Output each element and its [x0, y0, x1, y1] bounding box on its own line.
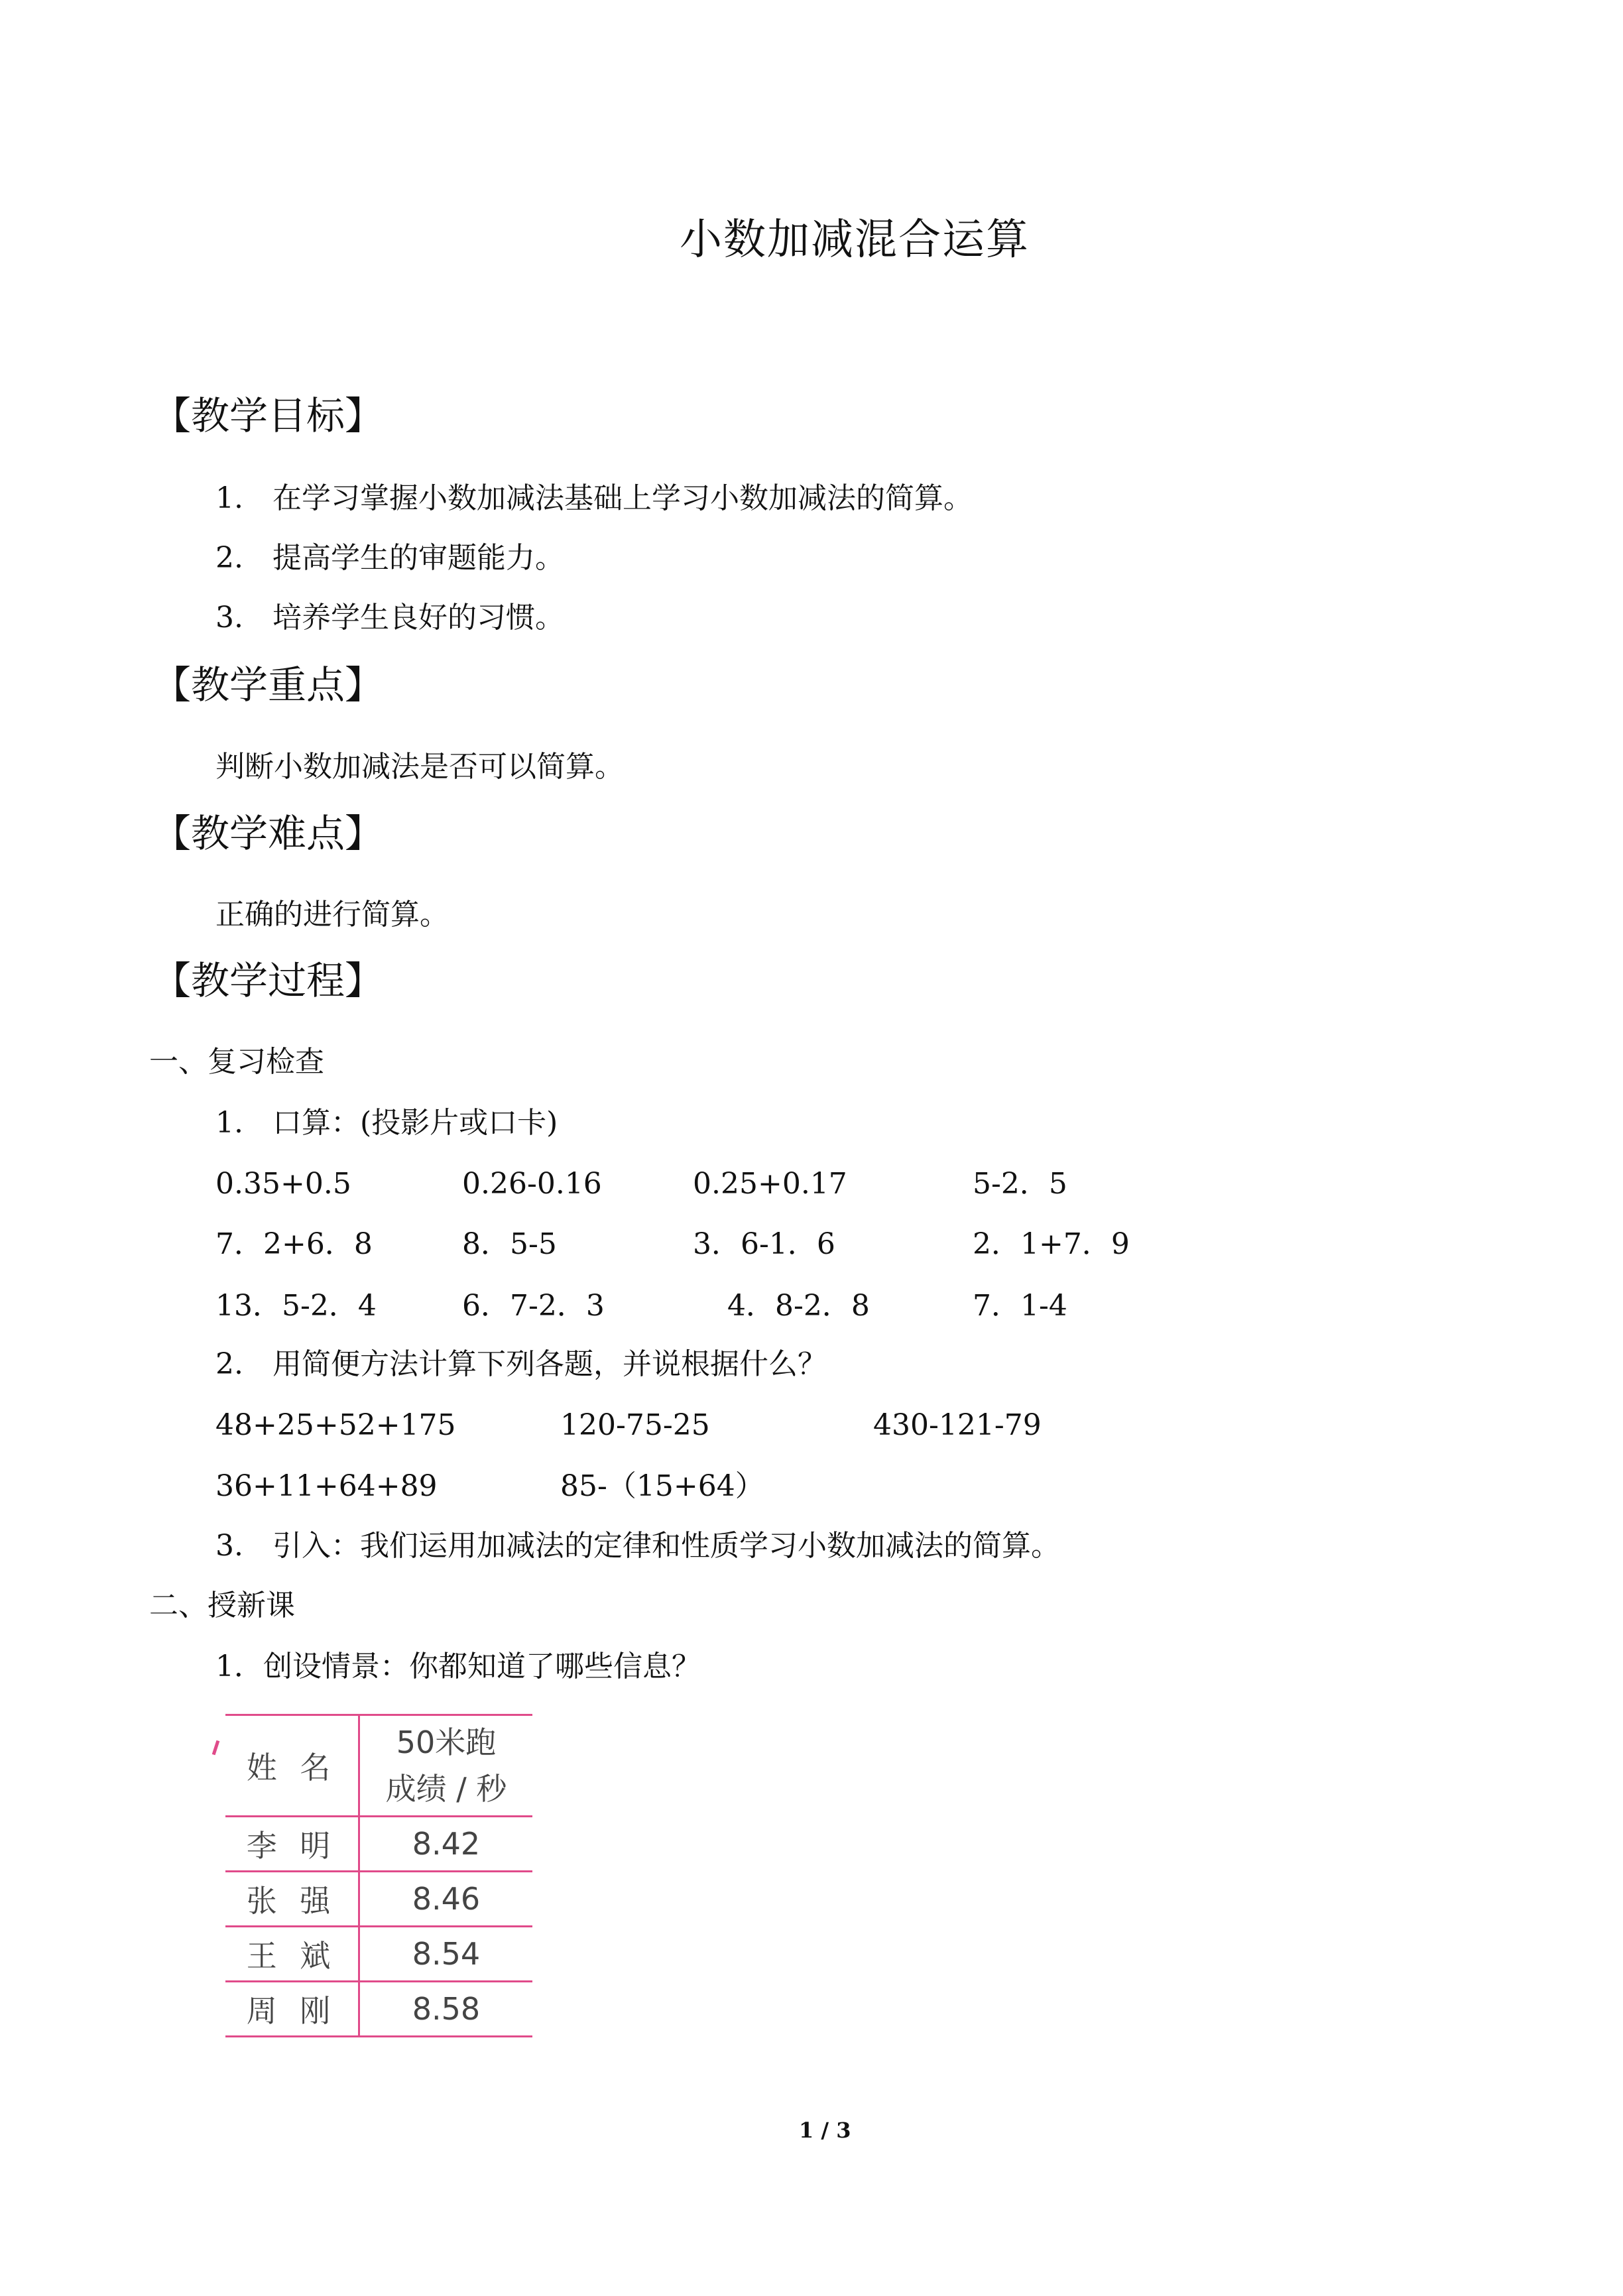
new-lesson-item-1: 1．创设情景：你都知道了哪些信息？ [215, 1650, 701, 1683]
review-item-2: 2. 用简便方法计算下列各题，并说根据什么？ [215, 1347, 827, 1381]
objective-item-1: 1. 在学习掌握小数加减法基础上学习小数加减法的简算。 [215, 481, 973, 515]
student-score: 8.54 [412, 1936, 481, 1972]
table-row [225, 1817, 532, 1872]
simplify-expression: 85-（15+64） [560, 1469, 764, 1503]
student-name: 王 斌 [225, 1927, 359, 1982]
table-header-row [225, 1715, 532, 1817]
simplify-expression: 430-121-79 [873, 1408, 1042, 1442]
mental-math-expression: 3．6-1．6 [693, 1227, 835, 1261]
document-title: 小数加减混合运算 [680, 215, 1030, 265]
score-header-line-1: 50米跑 [396, 1724, 497, 1760]
mental-math-expression: 7．2+6．8 [215, 1227, 373, 1261]
new-lesson-heading: 二、授新课 [149, 1589, 295, 1622]
student-name: 周 刚 [225, 1982, 359, 2037]
mental-math-expression: 4．8-2．8 [727, 1289, 870, 1323]
student-score: 8.46 [412, 1881, 481, 1917]
mental-math-expression: 6．7-2．3 [462, 1289, 605, 1323]
difficulties-heading: 【教学难点】 [152, 811, 384, 856]
objective-item-3: 3. 培养学生良好的习惯。 [215, 601, 564, 634]
mental-math-expression: 0.35+0.5 [215, 1167, 351, 1201]
mental-math-expression: 8．5-5 [462, 1227, 557, 1261]
name-column-header: 姓 名 [225, 1715, 359, 1817]
mental-math-expression: 13．5-2．4 [215, 1289, 377, 1323]
mental-math-expression: 0.25+0.17 [693, 1167, 847, 1201]
score-header-line-2: 成绩 / 秒 [385, 1771, 507, 1807]
process-heading: 【教学过程】 [152, 958, 384, 1003]
review-item-3: 3. 引入：我们运用加减法的定律和性质学习小数加减法的简算。 [215, 1529, 1060, 1563]
key-points-text: 判断小数加减法是否可以简算。 [215, 750, 624, 784]
student-score: 8.42 [412, 1826, 481, 1862]
mental-math-expression: 2．1+7．9 [973, 1227, 1130, 1261]
table-corner-mark [212, 1740, 220, 1755]
table-row [225, 1982, 532, 2037]
simplify-expression: 36+11+64+89 [215, 1469, 438, 1503]
review-item-1: 1. 口算：(投影片或口卡) [215, 1106, 558, 1140]
table-row [225, 1872, 532, 1927]
mental-math-expression: 5-2．5 [973, 1167, 1067, 1201]
key-points-heading: 【教学重点】 [152, 662, 384, 707]
running-score-table [225, 1714, 532, 2037]
simplify-expression: 48+25+52+175 [215, 1408, 456, 1442]
simplify-expression: 120-75-25 [560, 1408, 710, 1442]
mental-math-expression: 0.26-0.16 [462, 1167, 602, 1201]
student-name: 李 明 [225, 1817, 359, 1872]
objectives-heading: 【教学目标】 [152, 393, 384, 438]
difficulties-text: 正确的进行简算。 [215, 898, 449, 932]
mental-math-expression: 7．1-4 [973, 1289, 1067, 1323]
student-name: 张 强 [225, 1872, 359, 1927]
student-score: 8.58 [412, 1991, 481, 2027]
review-heading: 一、复习检查 [149, 1045, 324, 1079]
objective-item-2: 2. 提高学生的审题能力。 [215, 541, 564, 575]
score-column-header [359, 1715, 533, 1817]
page-number: 1 / 3 [799, 2118, 851, 2143]
table-row [225, 1927, 532, 1982]
